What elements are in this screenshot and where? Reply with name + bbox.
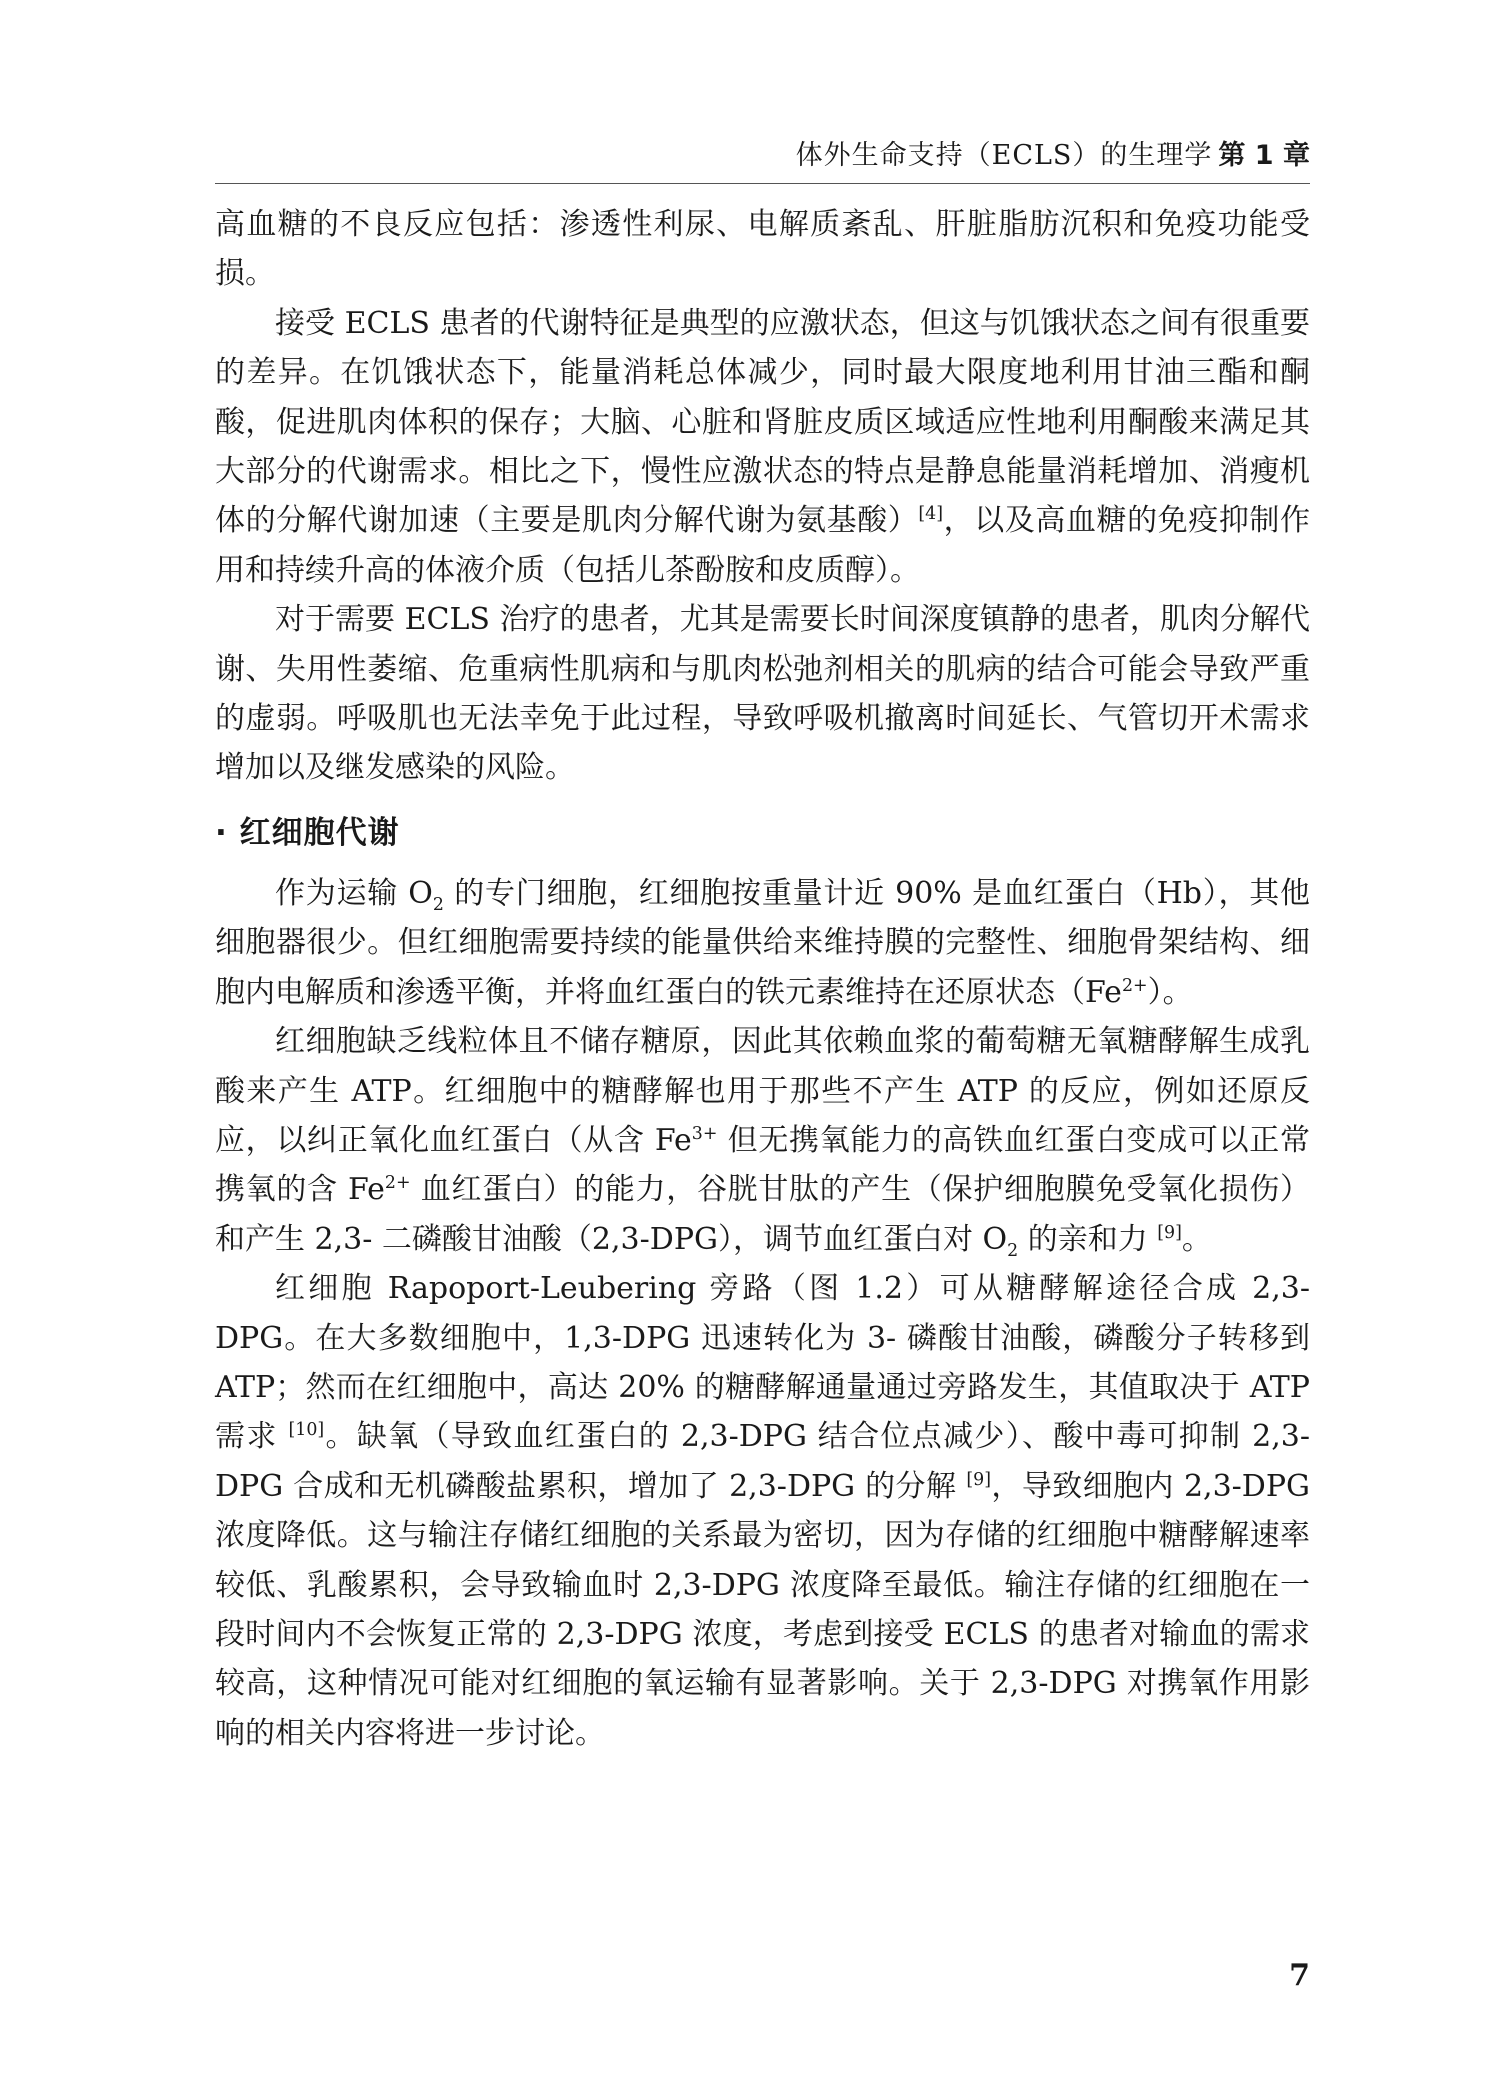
paragraph: 对于需要 ECLS 治疗的患者，尤其是需要长时间深度镇静的患者，肌肉分解代谢、失用性萎缩、危重病性肌病和与肌肉松弛剂相关的肌病的结合可能会导致严重的虚弱。呼吸肌也无法幸免于此过程，导致呼吸机撤离时间延长、气管切开术需求增加以及继发感染的风险。 (215, 602, 1310, 786)
chapter-label: 第 1 章 (1218, 140, 1310, 171)
citation: [9] (966, 1469, 991, 1490)
paragraph: 作为运输 $O_2$ 的专门细胞，红细胞按重量计近 90% 是血红蛋白（Hb），其他细胞器很少。但红细胞需要持续的能量供给来维持膜的完整性、细胞骨架结构、细胞内电解质和渗透平衡，并将血红蛋白的铁元素维持在还原状态$(Fe^{2+})$。 (215, 875, 1310, 1010)
page-number: 7 (1289, 1958, 1310, 1993)
paragraph: 红细胞 Rapoport-Leubering 旁路（图 1.2）可从糖酵解途径合成 2,3-DPG。在大多数细胞中，1,3-DPG 迅速转化为 3- 磷酸甘油酸，磷酸分子转移到 ATP；然而在红细胞中，高达 20% 的糖酵解通量通过旁路发生，其值取决于 ATP 需求 [10]。缺氧（导致血红蛋白的 2,3-DPG 结合位点减少）、酸中毒可抑制 2,3-DPG 合成和无机磷酸盐累积，增加了 2,3-DPG 的分解 [9]，导致细胞内 2,3-DPG 浓度降低。这与输注存储红细胞的关系最为密切，因为存储的红细胞中糖酵解速率较低、乳酸累积，会导致输血时 2,3-DPG 浓度降至最低。输注存储的红细胞在一段时间内不会恢复正常的 2,3-DPG 浓度，考虑到接受 ECLS 的患者对输血的需求较高，这种情况可能对红细胞的氧运输有显著影响。关于 2,3-DPG 对携氧作用影响的相关内容将进一步讨论。 (215, 1271, 1310, 1751)
body-text (215, 200, 1310, 1758)
running-header (796, 138, 1310, 174)
paragraph: 接受 ECLS 患者的代谢特征是典型的应激状态，但这与饥饿状态之间有很重要的差异。在饥饿状态下，能量消耗总体减少，同时最大限度地利用甘油三酯和酮酸，促进肌肉体积的保存；大脑、心脏和肾脏皮质区域适应性地利用酮酸来满足其大部分的代谢需求。相比之下，慢性应激状态的特点是静息能量消耗增加、消瘦机体的分解代谢加速（主要是肌肉分解代谢为氨基酸）[4]，以及高血糖的免疫抑制作用和持续升高的体液介质（包括儿茶酚胺和皮质醇）。 (215, 305, 1311, 588)
section-heading: · 红细胞代谢 (215, 814, 400, 851)
citation: [10] (288, 1420, 325, 1441)
header-divider (215, 183, 1310, 184)
header-title: 体外生命支持（ECLS）的生理学 (795, 140, 1213, 171)
citation: [4] (918, 504, 944, 525)
paragraph: 红细胞缺乏线粒体且不储存糖原，因此其依赖血浆的葡萄糖无氧糖酵解生成乳酸来产生 ATP。红细胞中的糖酵解也用于那些不产生 ATP 的反应，例如还原反应，以纠正氧化血红蛋白（从含 $Fe^{3+}$ 但无携氧能力的高铁血红蛋白变成可以正常携氧的含 $Fe^{2+}$ 血红蛋白）的能力，谷胱甘肽的产生（保护细胞膜免受氧化损伤）和产生 2,3- 二磷酸甘油酸（2,3-DPG），调节血红蛋白对 $O_2$ 的亲和力 [9]。 (215, 1024, 1310, 1261)
citation: [9] (1157, 1222, 1182, 1243)
paragraph: 高血糖的不良反应包括：渗透性利尿、电解质紊乱、肝脏脂肪沉积和免疫功能受损。 (215, 207, 1310, 292)
